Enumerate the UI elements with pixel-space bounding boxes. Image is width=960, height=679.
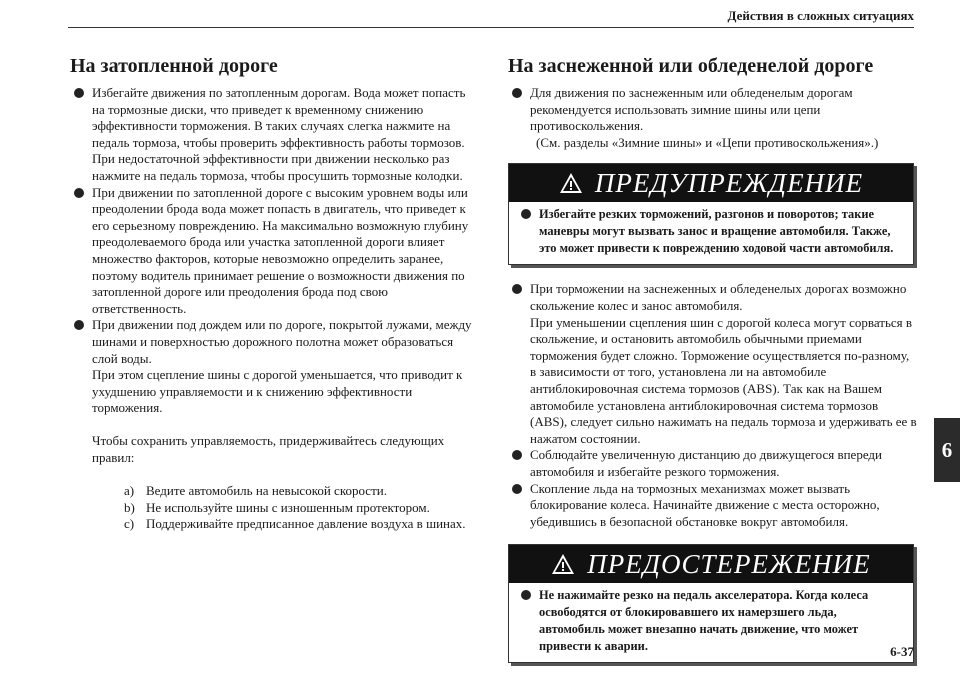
caution-triangle-icon <box>551 553 575 575</box>
bullet-item <box>70 85 480 185</box>
bullet-icon <box>521 590 531 600</box>
bullet-icon <box>512 484 522 494</box>
warning-triangle-icon <box>559 172 583 194</box>
bullet-item <box>508 481 918 531</box>
bullet-text: При торможении на заснеженных и обледенелых дорогах возможно скольжение колес и занос автомобиля. <box>530 281 907 313</box>
caution-body <box>509 583 913 662</box>
section-title: Действия в сложных ситуациях <box>727 8 914 23</box>
rules-list <box>124 483 480 533</box>
header-divider <box>68 27 914 28</box>
list-item <box>124 516 480 533</box>
left-column <box>70 54 480 533</box>
bullet-icon <box>74 188 84 198</box>
chapter-tab: 6 <box>934 418 960 482</box>
bullet-icon <box>521 209 531 219</box>
caution-label: ПРЕДОСТЕРЕЖЕНИЕ <box>587 548 871 579</box>
caution-box <box>508 544 914 663</box>
bullet-text: Скопление льда на тормозных механизмах может вызвать блокирование колеса. Начинайте движение с места осторожно, убедившись в безопасной обстановке вокруг автомобиля. <box>530 480 880 529</box>
bullet-icon <box>512 284 522 294</box>
bullet-item <box>508 85 918 151</box>
caution-header <box>509 545 913 583</box>
list-marker: b) <box>124 499 135 515</box>
list-item <box>124 483 480 500</box>
bullet-icon <box>74 320 84 330</box>
right-column <box>508 54 918 679</box>
bullet-paragraph: Чтобы сохранить управляемость, придерживайтесь следующих правил: <box>92 433 445 466</box>
bullet-text: Избегайте движения по затопленным дорогам. Вода может попасть на тормозные диски, что приведет к временному снижению эффективности торможения. В таких случаях слегка нажмите на педаль тормоза, чтобы проверить эффективность работы тормозов. При недостаточной эффективности при движении несколько раз нажмите на педаль тормоза, чтобы просушить тормозные колодки. <box>92 85 466 183</box>
bullet-text: При движении по затопленной дороге с высоким уровнем воды или преодолении брода вода может попасть в двигатель, что приведет к его серьезному повреждению. На максимально возможную глубину преодолеваемого брода или участка затопленной дороги влияет множество факторов, которые невозможно определить заранее, поэтому водитель принимает решение о возможности движения по затопленной дороге или преодоления брода под свою ответственность. <box>92 184 469 316</box>
list-text: Ведите автомобиль на невысокой скорости. <box>146 483 387 499</box>
list-marker: c) <box>124 516 135 532</box>
bullet-icon <box>512 88 522 98</box>
bullet-paragraph: При уменьшении сцепления шин с дорогой колеса могут сорваться в скольжение, и остановить автомобиль обычными приемами торможения будет сложно. Торможение осуществляется по-разному, в зависимости от того, установлена ли на автомобиле антиблокировочная система тормозов (ABS). Так как на Вашем автомобиле установлена антиблокировочная система тормозов (ABS), следует сильно нажимать на педаль тормоза и удерживать ее в нажатом состоянии. <box>530 314 917 446</box>
list-text: Поддерживайте предписанное давление воздуха в шинах. <box>146 516 466 532</box>
bullet-text: Для движения по заснеженным или обледенелым дорогам рекомендуется использовать зимние шины или цепи противоскольжения. <box>530 85 853 134</box>
bullet-item <box>517 206 905 257</box>
list-item <box>124 500 480 517</box>
warning-text: Избегайте резких торможений, разгонов и поворотов; такие маневры могут вызвать занос и вращение автомобиля. Также, это может привести к повреждению ходовой части автомобиля. <box>539 207 894 256</box>
list-text: Не используйте шины с изношенным протектором. <box>146 499 430 515</box>
bullet-icon <box>512 450 522 460</box>
snowy-road-heading: На заснеженной или обледенелой дороге <box>508 55 874 77</box>
warning-box <box>508 163 914 265</box>
bullet-icon <box>74 88 84 98</box>
bullet-text: При движении под дождем или по дороге, покрытой лужами, между шинами и поверхностью дорожного полотна может образоваться слой воды. <box>92 317 472 366</box>
warning-body <box>509 202 913 264</box>
bullet-item <box>508 281 918 447</box>
list-marker: a) <box>124 483 135 499</box>
caution-text: Не нажимайте резко на педаль акселератора. Когда колеса освободятся от блокировавшего их намерзшего льда, автомобиль может внезапно начать движение, что может привести к аварии. <box>539 588 869 654</box>
cross-reference: (См. разделы «Зимние шины» и «Цепи противоскольжения».) <box>536 134 879 150</box>
bullet-paragraph: При этом сцепление шины с дорогой уменьшается, что приводит к ухудшению управляемости и к снижению эффективности торможения. <box>92 367 463 416</box>
flooded-road-heading: На затопленной дороге <box>70 55 278 77</box>
bullet-item <box>508 447 918 480</box>
bullet-text: Соблюдайте увеличенную дистанцию до движущегося впереди автомобиля и избегайте резкого торможения. <box>530 447 882 479</box>
bullet-item <box>70 185 480 318</box>
page-number: 6-37 <box>890 644 914 659</box>
warning-label: ПРЕДУПРЕЖДЕНИЕ <box>594 168 864 199</box>
bullet-item <box>517 587 905 655</box>
warning-header <box>509 164 913 202</box>
bullet-item <box>70 317 480 533</box>
